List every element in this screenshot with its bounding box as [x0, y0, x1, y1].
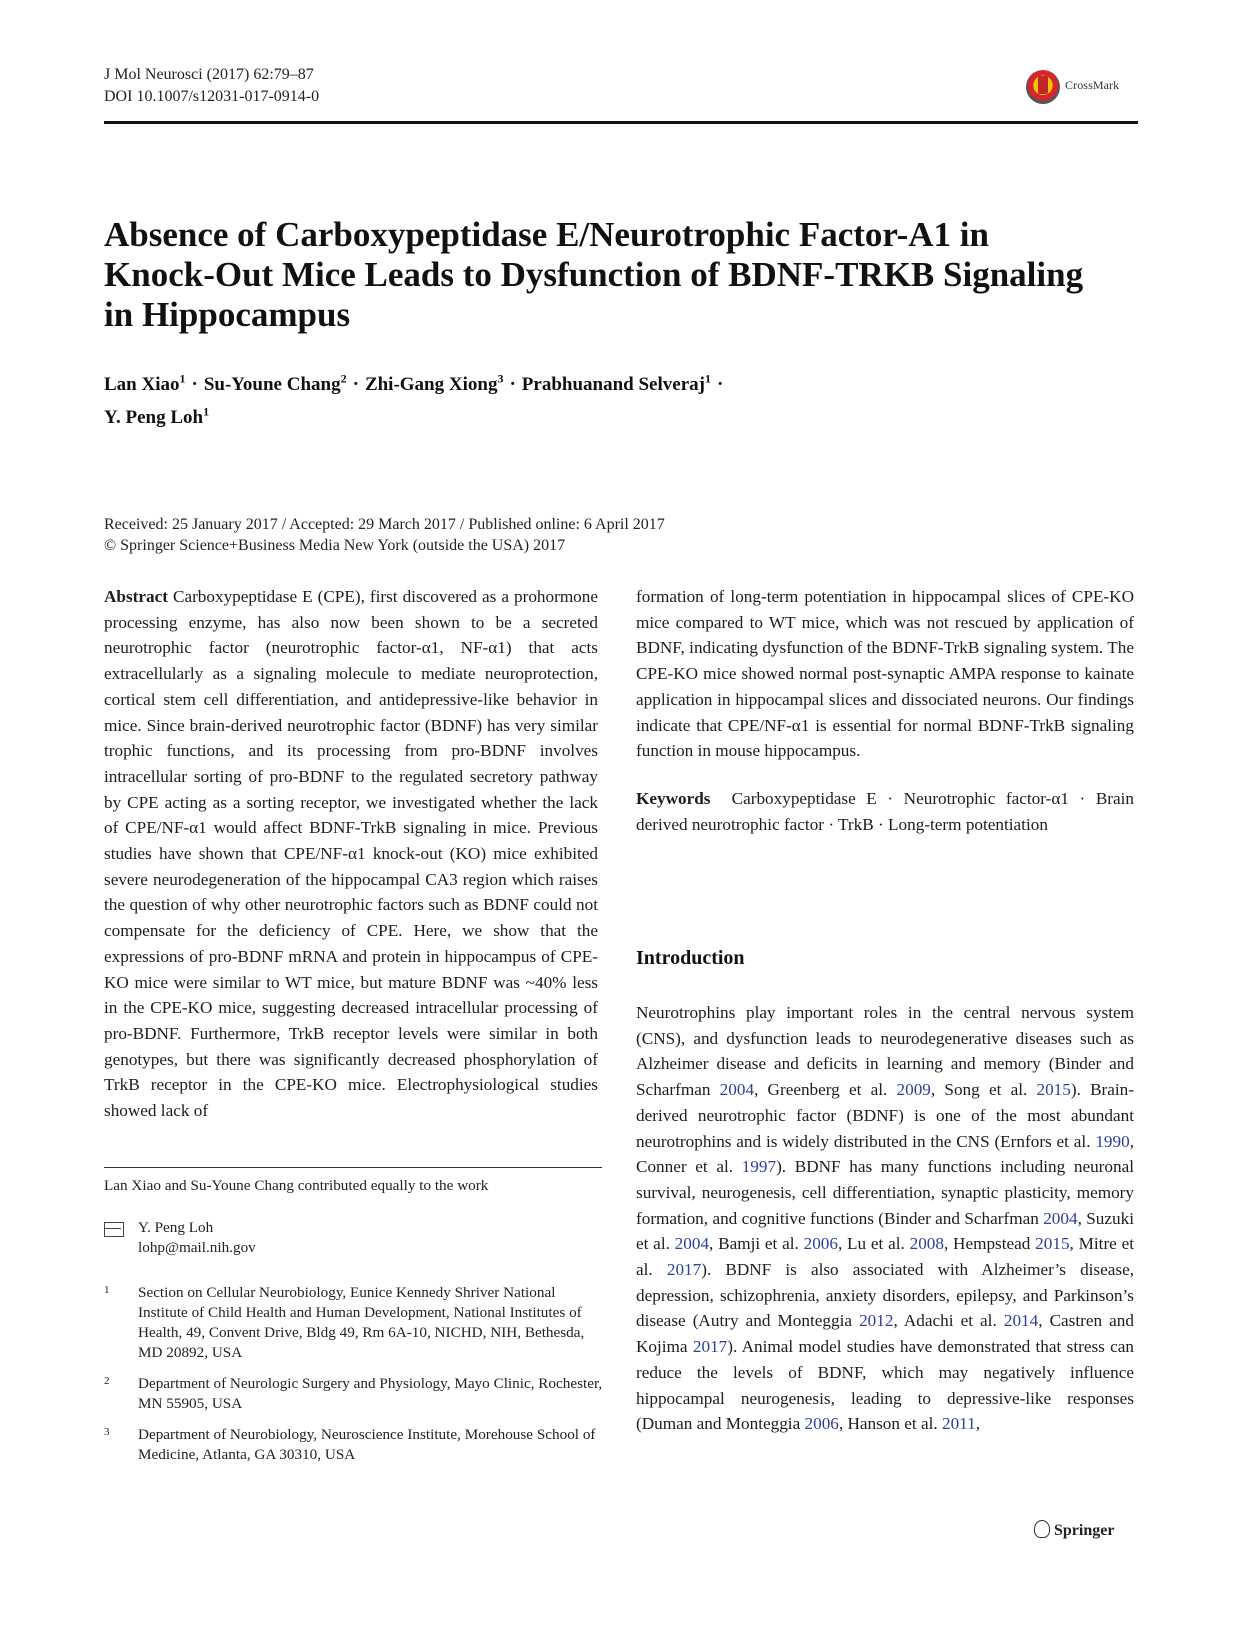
citation-link[interactable]: 2006 [804, 1414, 839, 1434]
citation-link[interactable]: 2011 [941, 1414, 976, 1434]
intro-text-run: , Mitre et al. [636, 1234, 1134, 1280]
header-rule [104, 121, 1138, 124]
intro-text-run: , Hempstead [943, 1234, 1036, 1254]
copyright: © Springer Science+Business Media New York (outside the USA) 2017 [104, 537, 566, 554]
citation-link[interactable]: 2006 [803, 1234, 838, 1254]
crossmark-badge[interactable] [1026, 68, 1138, 108]
keywords-label: Keywords [636, 788, 711, 808]
corresponding-email[interactable]: lohp@mail.nih.gov [138, 1239, 256, 1256]
citation-link[interactable]: 2004 [674, 1234, 710, 1254]
journal-citation: J Mol Neurosci (2017) 62:79–87 [104, 66, 314, 83]
article-title: Absence of Carboxypeptidase E/Neurotrophic Factor-A1 in Knock-Out Mice Leads to Dysfunction of BDNF-TRKB Signaling in Hippocampus [104, 215, 1084, 334]
citation-link[interactable]: 1997 [741, 1157, 777, 1177]
springer-horse-icon [1034, 1520, 1050, 1538]
journal-info [104, 64, 319, 108]
corresponding-author [138, 1218, 256, 1258]
intro-text-run: ). BDNF is also associated with Alzheimer’s disease, depression, schizophrenia, anxiety disorders, epilepsy, and Parkinson’s disease (Autry and Monteggia [636, 1260, 1134, 1331]
intro-text-run: , Bamji et al. [709, 1234, 804, 1254]
intro-text-run: , Castren and Kojima [636, 1311, 1134, 1357]
abstract-text: Carboxypeptidase E (CPE), first discovered as a prohormone processing enzyme, has also now been shown to be a secreted neurotrophic factor (neurotrophic factor-α1, NF-α1) that acts extracellularly as a signaling molecule to mediate neuroprotection, cortical stem cell differentiation, and antidepressive-like behavior in mice. Since brain-derived neurotrophic factor (BDNF) has very similar trophic functions, and its processing from pro-BDNF involves intracellular sorting of pro-BDNF to the regulated secretory pathway by CPE acting as a sorting receptor, we investigated whether the lack of CPE/NF-α1 would affect BDNF-TrkB signaling in mice. Previous studies have shown that CPE/NF-α1 knock-out (KO) mice exhibited severe neurodegeneration of the hippocampal CA3 region which raises the question of why other neurotrophic factors such as BDNF could not compensate for the deficiency of CPE. Here, we show that the expressions of pro-BDNF mRNA and protein in hippocampus of CPE-KO mice were similar to WT mice, but mature BDNF was ~40% less in the CPE-KO mice, suggesting decreased intracellular processing of pro-BDNF. Furthermore, TrkB receptor levels were similar in both genotypes, but there was significantly decreased phosphorylation of TrkB receptor in the CPE-KO mice. Electrophysiological studies showed lack of [104, 587, 599, 1121]
intro-text-run: Neurotrophins play important roles in the central nervous system (CNS), and dysfunction leads to neurodegenerative diseases such as Alzheimer disease and deficits in learning and memory (Binder and Scharfman [636, 1003, 1134, 1100]
publisher-name: Springer [1054, 1522, 1115, 1539]
abstract-right-column [636, 584, 1134, 837]
affiliation-2: Department of Neurologic Surgery and Physiology, Mayo Clinic, Rochester, MN 55905, USA [138, 1375, 603, 1412]
citation-link[interactable]: 2008 [909, 1234, 944, 1254]
history-dates: Received: 25 January 2017 / Accepted: 29 March 2017 / Published online: 6 April 2017 [104, 516, 665, 533]
citation-link[interactable]: 2004 [719, 1080, 755, 1100]
corresponding-name: Y. Peng Loh [138, 1219, 214, 1236]
intro-text-run: , Lu et al. [837, 1234, 910, 1254]
author[interactable]: Su-Youne Chang$^2$ [203, 372, 347, 396]
author[interactable]: Zhi-Gang Xiong$^3$ [364, 372, 504, 396]
affiliation-number: 1 [104, 1284, 110, 1296]
crossmark-label: CrossMark [1065, 78, 1120, 92]
affiliation-number: 3 [104, 1426, 110, 1438]
citation-link[interactable]: 2015 [1036, 1080, 1071, 1100]
affiliation-1: Section on Cellular Neurobiology, Eunice Kennedy Shriver National Institute of Child Health and Human Development, National Institutes of Health, 49, Convent Drive, Bldg 49, Rm 6A-10, NICHD, NIH, Bethesda, MD 20892, USA [138, 1284, 585, 1361]
introduction-text [636, 1000, 1134, 1437]
affiliation-number: 2 [104, 1375, 110, 1387]
author[interactable]: Prabhuanand Selveraj$^1$ [521, 372, 711, 396]
abstract-left-column [104, 584, 598, 1124]
intro-text-run: , Conner et al. [636, 1131, 1134, 1177]
abstract-continuation: formation of long-term potentiation in hippocampal slices of CPE-KO mice compared to WT mice, which was not rescued by application of BDNF, indicating dysfunction of the BDNF-TrkB signaling system. The CPE-KO mice showed normal post-synaptic AMPA response to kainate application in hippocampal slices and dissociated neurons. Our findings indicate that CPE/NF-α1 is essential for normal BDNF-TrkB signaling function in mouse hippocampus. [636, 587, 1134, 761]
envelope-icon [104, 1222, 124, 1237]
section-heading-introduction: Introduction [636, 947, 745, 969]
intro-text-run: , [975, 1414, 981, 1434]
keywords [636, 786, 1134, 837]
abstract-label: Abstract [104, 587, 168, 606]
footnote-rule [104, 1167, 602, 1168]
crossmark-bookmark-icon [1038, 76, 1048, 94]
intro-text-run: ). Animal model studies have demonstrated that stress can reduce the levels of BDNF, which may negatively influence hippocampal neurogenesis, leading to depressive-like responses (Duman and Monteggia [636, 1337, 1134, 1434]
keywords-text: Carboxypeptidase E · Neurotrophic factor-α1 · Brain derived neurotrophic factor · TrkB · Long-term potentiation [636, 788, 1135, 834]
intro-text-run: ). Brain-derived neurotrophic factor (BDNF) is one of the most abundant neurotrophins and is widely distributed in the CNS (Ernfors et al. [636, 1080, 1134, 1151]
citation-link[interactable]: 1990 [1095, 1131, 1130, 1151]
author-list: Lan Xiao$^1$ · Su-Youne Chang$^2$ · Zhi-Gang Xiong$^3$ · Prabhuanand Selveraj$^1$ · Y. Peng Loh$^1$ [104, 372, 724, 428]
citation-link[interactable]: 2015 [1035, 1234, 1070, 1254]
citation-link[interactable]: 2009 [896, 1080, 931, 1100]
citation-link[interactable]: 2017 [692, 1337, 728, 1357]
intro-text-run: , Greenberg et al. [754, 1080, 897, 1100]
citation-link[interactable]: 2014 [1003, 1311, 1039, 1331]
author[interactable]: Y. Peng Loh$^1$ [104, 404, 210, 428]
author[interactable]: Lan Xiao$^1$ [104, 372, 186, 396]
citation-link[interactable]: 2012 [859, 1311, 894, 1331]
publisher-logo [1034, 1520, 1114, 1540]
intro-text-run: , Adachi et al. [893, 1311, 1004, 1331]
intro-text-run: , Suzuki et al. [636, 1208, 1134, 1254]
publication-dates [104, 514, 665, 556]
introduction-paragraph [636, 1000, 1134, 1437]
intro-text-run: ). BDNF has many functions including neuronal survival, neurogenesis, cell differentiation, synaptic plasticity, memory formation, and cognitive functions (Binder and Scharfman [636, 1157, 1134, 1228]
doi[interactable]: DOI 10.1007/s12031-017-0914-0 [104, 88, 320, 105]
intro-text-run: , Song et al. [930, 1080, 1037, 1100]
equal-contribution-note: Lan Xiao and Su-Youne Chang contributed equally to the work [104, 1177, 489, 1194]
citation-link[interactable]: 2017 [666, 1260, 702, 1280]
citation-link[interactable]: 2004 [1043, 1208, 1078, 1228]
intro-text-run: , Hanson et al. [838, 1414, 942, 1434]
affiliation-3: Department of Neurobiology, Neuroscience Institute, Morehouse School of Medicine, Atlanta, GA 30310, USA [138, 1426, 596, 1463]
